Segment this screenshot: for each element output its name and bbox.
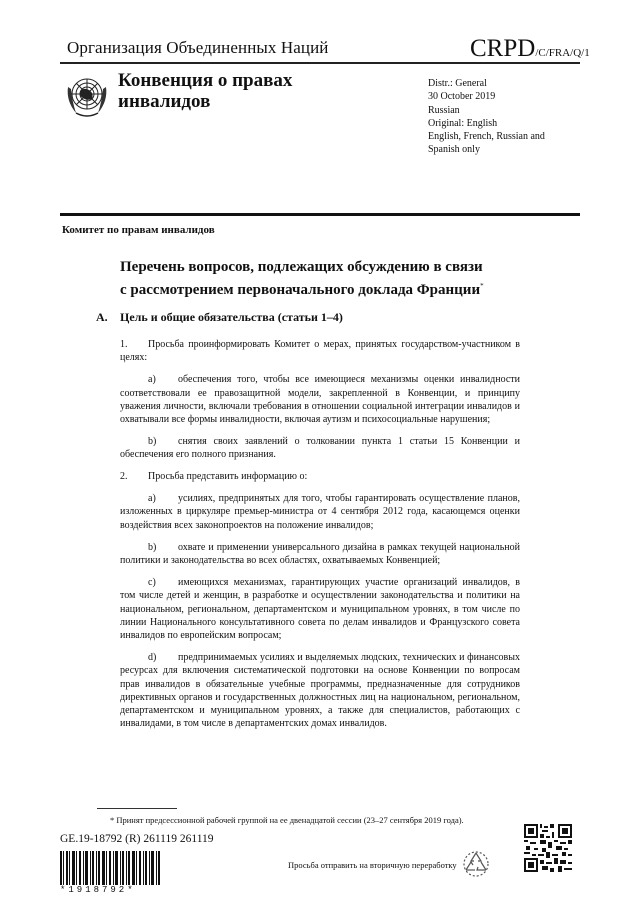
paragraph-2-lead bbox=[120, 470, 520, 483]
footnote-marker[interactable]: * bbox=[480, 282, 484, 290]
symbol-suffix: /C/FRA/Q/1 bbox=[535, 47, 590, 59]
paragraph-1 bbox=[120, 338, 520, 462]
document-title-line2: с рассмотрением первоначального доклада Франции bbox=[120, 282, 481, 298]
symbol-main: CRPD bbox=[470, 35, 536, 62]
paragraph-number: 1. bbox=[120, 339, 128, 350]
item-text: охвате и применении универсального дизайна в рамках текущей национальной политики и законодательства во всех областях, охватываемых Конвенцией; bbox=[120, 541, 520, 567]
paragraph-1-lead bbox=[120, 338, 520, 364]
list-item bbox=[120, 541, 520, 567]
item-label: a) bbox=[148, 493, 156, 505]
item-text: обеспечения того, чтобы все имеющиеся механизмы оценки инвалидности соответствовали ее правозащитной модели, закрепленной в Конвенции, и принципу уважения личности, включали требования в отношении социальной интеграции инвалидов и охватывали все формы инвалидности, включая аутизм и психосоциальные нарушения; bbox=[120, 374, 520, 426]
organization-name: Организация Объединенных Наций bbox=[67, 38, 329, 57]
un-emblem-icon bbox=[62, 71, 112, 121]
item-text: усилиях, предпринятых для того, чтобы гарантировать осуществление планов, изложенных в циркуляре премьер-министра от 4 сентября 2012 года, касающемся оценки воздействия всех законопроектов на положение инвалидов; bbox=[120, 493, 520, 531]
list-item bbox=[120, 435, 520, 461]
convention-title bbox=[118, 70, 292, 112]
list-item bbox=[120, 576, 520, 642]
footnote-rule bbox=[97, 808, 177, 809]
section-heading bbox=[96, 310, 343, 325]
item-label: c) bbox=[148, 577, 156, 589]
item-text: предпринимаемых усилиях и выделяемых людских, технических и финансовых ресурсах для включения систематической подготовки на основе Конвенции по вопросам прав инвалидов в обязательные учебные программы, предназначенные для сотрудников директивных органов и государственных должностных лиц на национальном, региональном, департаментском и муниципальном уровнях, а также для специалистов, работающих с инвалидами, в том числе в департаментских домах инвалидов. bbox=[120, 652, 520, 730]
meta-languages-2: Spanish only bbox=[428, 144, 480, 156]
item-label: b) bbox=[148, 436, 157, 448]
job-number: GE.19-18792 (R) 261119 261119 bbox=[60, 833, 214, 845]
section-rule bbox=[60, 213, 580, 216]
list-item bbox=[120, 492, 520, 532]
header-rule bbox=[60, 62, 580, 64]
paragraph-text: Просьба проинформировать Комитет о мерах, принятых государством-участником в целях: bbox=[120, 339, 520, 364]
meta-distribution: Distr.: General bbox=[428, 78, 487, 89]
qr-code-icon bbox=[524, 824, 572, 872]
barcode-number: *1918792* bbox=[60, 885, 136, 895]
paragraph-text: Просьба представить информацию о: bbox=[148, 471, 308, 482]
document-title-line1: Перечень вопросов, подлежащих обсуждению в связи bbox=[120, 259, 483, 275]
distribution-meta bbox=[428, 77, 545, 157]
meta-date: 30 October 2019 bbox=[428, 91, 496, 103]
convention-title-line1: Конвенция о правах bbox=[118, 70, 293, 91]
item-label: b) bbox=[148, 541, 157, 553]
item-text: снятия своих заявлений о толковании пункта 1 статьи 15 Конвенции и обеспечения его полного признания. bbox=[120, 436, 520, 461]
committee-name: Комитет по правам инвалидов bbox=[62, 224, 215, 236]
item-label: d) bbox=[148, 652, 157, 664]
meta-languages-1: English, French, Russian and bbox=[428, 131, 545, 143]
item-text: имеющихся механизмах, гарантирующих участие организаций инвалидов, в том числе детей и женщин, в разработке и осуществлении законодательства и политики на национальном, региональном, департаментском и муниципальном уровнях, в том числе по линии Национального консультативного совета по делам инвалидов и Французского совета инвалидов по европейским вопросам; bbox=[120, 577, 520, 642]
paragraph-number: 2. bbox=[120, 471, 128, 482]
list-item bbox=[120, 373, 520, 426]
item-label: a) bbox=[148, 374, 156, 386]
recycle-notice: Просьба отправить на вторичную переработку bbox=[288, 860, 457, 870]
meta-language: Russian bbox=[428, 104, 460, 116]
document-title bbox=[120, 258, 540, 300]
meta-original: Original: English bbox=[428, 117, 498, 129]
section-letter: A. bbox=[96, 310, 108, 324]
convention-title-line2: инвалидов bbox=[118, 91, 211, 112]
section-title: Цель и общие обязательства (статьи 1–4) bbox=[120, 310, 343, 324]
barcode-icon bbox=[60, 851, 160, 885]
footnote: * Принят предсессионной рабочей группой на ее двенадцатой сессии (23–27 сентября 2019 года). bbox=[110, 815, 464, 825]
recycle-icon bbox=[462, 850, 490, 878]
paragraph-2 bbox=[120, 470, 520, 730]
list-item bbox=[120, 651, 520, 730]
